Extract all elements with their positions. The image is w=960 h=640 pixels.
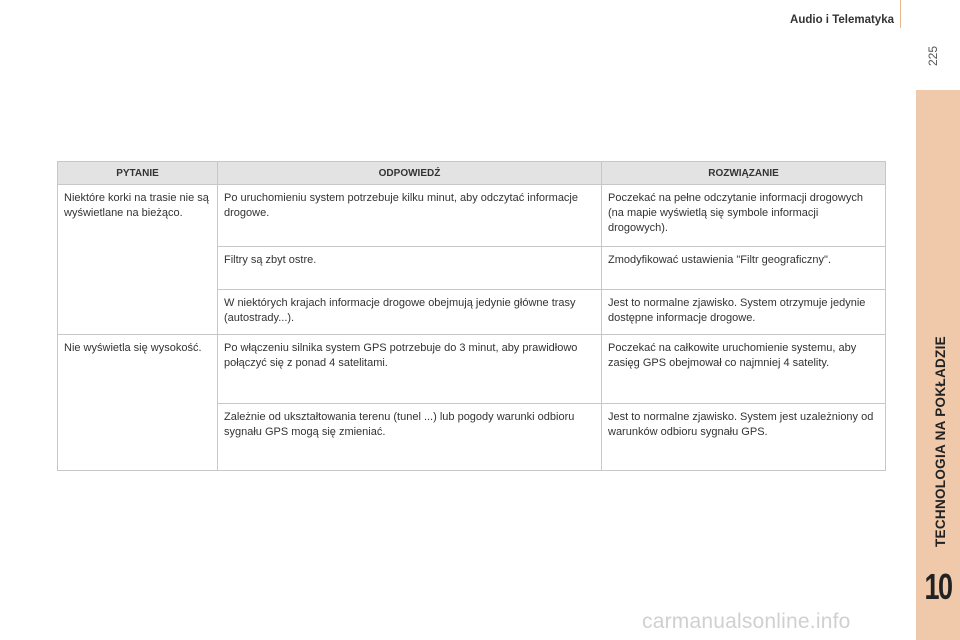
solution-cell: Zmodyfikować ustawienia "Filtr geograficzny". [602,247,886,290]
chapter-number: 10 [924,566,952,607]
table-header-row [58,162,886,185]
watermark: carmanualsonline.info [642,610,851,633]
question-cell: Nie wyświetla się wysokość. [58,335,218,471]
header-divider [900,0,901,28]
answer-cell: Filtry są zbyt ostre. [218,247,602,290]
solution-cell: Poczekać na pełne odczytanie informacji drogowych (na mapie wyświetlą się symbole informacji drogowych). [602,185,886,247]
answer-cell: Po uruchomieniu system potrzebuje kilku minut, aby odczytać informacje drogowe. [218,185,602,247]
table-row [58,185,886,247]
chapter-label: TECHNOLOGIA NA POKŁADZIE [933,336,948,547]
solution-cell: Poczekać na całkowite uruchomienie systemu, aby zasięg GPS obejmował co najmniej 4 satelity. [602,335,886,404]
answer-cell: W niektórych krajach informacje drogowe obejmują jedynie główne trasy (autostrady...). [218,290,602,335]
answer-cell: Zależnie od ukształtowania terenu (tunel ...) lub pogody warunki odbioru sygnału GPS mogą się zmieniać. [218,404,602,471]
section-title: Audio i Telematyka [790,14,894,26]
answer-cell: Po włączeniu silnika system GPS potrzebuje do 3 minut, aby prawidłowo połączyć się z ponad 4 satelitami. [218,335,602,404]
header-answer: ODPOWIEDŹ [218,162,602,185]
troubleshooting-table [57,161,886,471]
solution-cell: Jest to normalne zjawisko. System jest uzależniony od warunków odbioru sygnału GPS. [602,404,886,471]
table-row [58,335,886,404]
header-question: PYTANIE [58,162,218,185]
page-number: 225 [926,45,940,66]
question-cell: Niektóre korki na trasie nie są wyświetlane na bieżąco. [58,185,218,335]
header-solution: ROZWIĄZANIE [602,162,886,185]
solution-cell: Jest to normalne zjawisko. System otrzymuje jedynie dostępne informacje drogowe. [602,290,886,335]
